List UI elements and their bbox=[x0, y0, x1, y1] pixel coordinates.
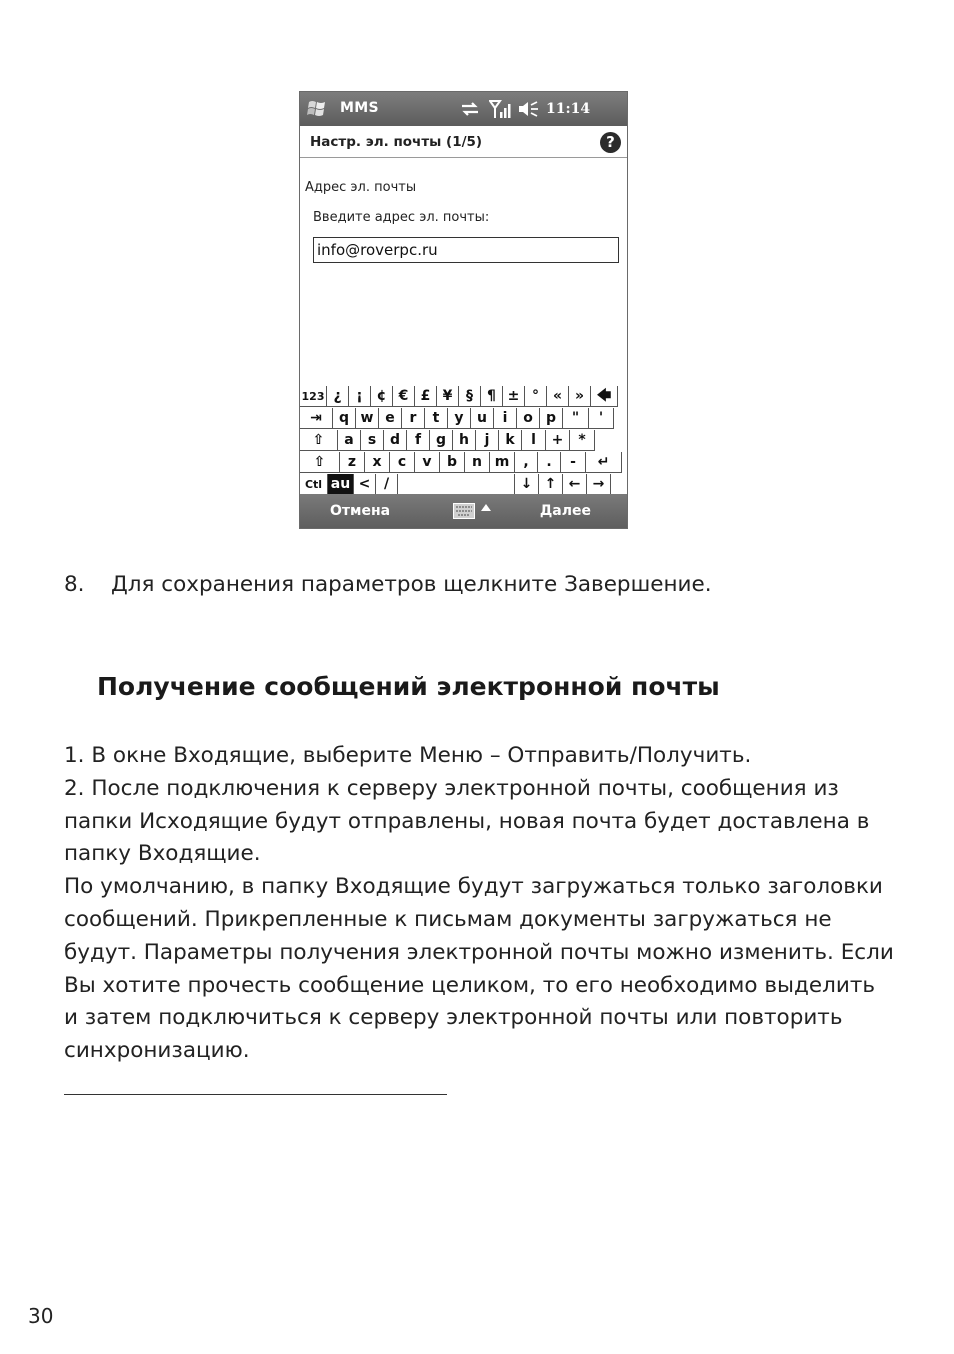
key-±[interactable]: ± bbox=[503, 386, 525, 407]
key-w[interactable]: w bbox=[356, 408, 379, 429]
keyboard-row bbox=[300, 474, 627, 496]
volume-icon[interactable] bbox=[517, 100, 539, 118]
page-number: 30 bbox=[28, 1304, 54, 1328]
key-n[interactable]: n bbox=[465, 452, 490, 473]
section-label: Адрес эл. почты bbox=[305, 180, 417, 195]
key-«[interactable]: « bbox=[547, 386, 569, 407]
key-d[interactable]: d bbox=[384, 430, 407, 451]
body-paragraph bbox=[64, 740, 904, 1068]
device-screenshot bbox=[299, 91, 628, 529]
next-button[interactable]: Далее bbox=[539, 503, 591, 519]
email-field-label: Введите адрес эл. почты: bbox=[313, 210, 490, 225]
key-y[interactable]: y bbox=[448, 408, 471, 429]
key-€[interactable]: € bbox=[393, 386, 415, 407]
key-¿[interactable]: ¿ bbox=[327, 386, 349, 407]
key-,[interactable]: , bbox=[515, 452, 538, 473]
paragraph-line: сообщений. Прикрепленные к письмам документы загружаться не bbox=[64, 906, 832, 932]
key-¶[interactable]: ¶ bbox=[481, 386, 503, 407]
key-j[interactable]: j bbox=[476, 430, 499, 451]
key--[interactable]: - bbox=[561, 452, 586, 473]
key-a[interactable]: a bbox=[338, 430, 361, 451]
paragraph-line: 2. После подключения к серверу электронной почты, сообщения из bbox=[64, 775, 839, 801]
keyboard-row bbox=[300, 386, 627, 408]
key-+[interactable]: + bbox=[546, 430, 570, 451]
key-h[interactable]: h bbox=[453, 430, 476, 451]
paragraph-line: папку Входящие. bbox=[64, 841, 261, 867]
key-l[interactable]: l bbox=[522, 430, 546, 451]
signal-icon[interactable] bbox=[489, 99, 511, 119]
title-bar bbox=[300, 126, 627, 158]
key-space[interactable] bbox=[398, 474, 515, 495]
key-f[interactable]: f bbox=[407, 430, 430, 451]
key-g[interactable]: g bbox=[430, 430, 453, 451]
key-o[interactable]: o bbox=[517, 408, 540, 429]
key-'[interactable]: ' bbox=[589, 408, 614, 429]
key-←[interactable]: ← bbox=[563, 474, 587, 495]
sync-icon[interactable] bbox=[460, 100, 480, 118]
key-£[interactable]: £ bbox=[415, 386, 437, 407]
paragraph-line: папки Исходящие будут отправлены, новая почта будет доставлена в bbox=[64, 808, 870, 834]
key-k[interactable]: k bbox=[499, 430, 522, 451]
soft-keyboard bbox=[300, 386, 627, 496]
paragraph-line: синхронизацию. bbox=[64, 1038, 250, 1064]
key-i[interactable]: i bbox=[494, 408, 517, 429]
key-e[interactable]: e bbox=[379, 408, 402, 429]
screen-title: Настр. эл. почты (1/5) bbox=[310, 134, 483, 150]
windows-start-icon[interactable] bbox=[306, 98, 328, 120]
key-¢[interactable]: ¢ bbox=[371, 386, 393, 407]
key-§[interactable]: § bbox=[459, 386, 481, 407]
key-p[interactable]: p bbox=[540, 408, 563, 429]
key-¥[interactable]: ¥ bbox=[437, 386, 459, 407]
key-q[interactable]: q bbox=[333, 408, 356, 429]
key-⇧[interactable]: ⇧ bbox=[300, 430, 338, 451]
key-z[interactable]: z bbox=[340, 452, 365, 473]
key-↵[interactable]: ↵ bbox=[586, 452, 622, 473]
paragraph-line: и затем подключиться к серверу электронной почты или повторить bbox=[64, 1005, 843, 1031]
status-bar bbox=[300, 92, 627, 126]
paragraph-line: 1. В окне Входящие, выберите Меню – Отправить/Получить. bbox=[64, 743, 752, 768]
key-t[interactable]: t bbox=[425, 408, 448, 429]
cancel-button[interactable]: Отмена bbox=[330, 503, 391, 519]
key-*[interactable]: * bbox=[570, 430, 595, 451]
key-↑[interactable]: ↑ bbox=[539, 474, 563, 495]
key-r[interactable]: r bbox=[402, 408, 425, 429]
step-number: 8. bbox=[64, 572, 85, 597]
key-¡[interactable]: ¡ bbox=[349, 386, 371, 407]
paragraph-line: Вы хотите прочесть сообщение целиком, то его необходимо выделить bbox=[64, 972, 876, 998]
key-<[interactable]: < bbox=[354, 474, 376, 495]
key-Ctl[interactable]: Ctl bbox=[300, 474, 328, 495]
clock: 11:14 bbox=[546, 101, 591, 117]
key-c[interactable]: c bbox=[390, 452, 415, 473]
soft-key-bar bbox=[300, 494, 627, 528]
key-u[interactable]: u bbox=[471, 408, 494, 429]
key-°[interactable]: ° bbox=[525, 386, 547, 407]
footnote-rule bbox=[64, 1094, 447, 1095]
keyboard-row bbox=[300, 408, 627, 430]
key-m[interactable]: m bbox=[490, 452, 515, 473]
key-x[interactable]: x bbox=[365, 452, 390, 473]
key-→[interactable]: → bbox=[587, 474, 611, 495]
paragraph-line: будут. Параметры получения электронной почты можно изменить. Если bbox=[64, 939, 894, 965]
email-setup-form bbox=[300, 158, 627, 388]
input-menu-arrow-icon[interactable] bbox=[481, 503, 491, 511]
keyboard-row bbox=[300, 430, 627, 452]
key-»[interactable]: » bbox=[569, 386, 591, 407]
email-input[interactable] bbox=[313, 237, 619, 263]
key-/[interactable]: / bbox=[376, 474, 398, 495]
key-⇥[interactable]: ⇥ bbox=[300, 408, 333, 429]
keyboard-row bbox=[300, 452, 627, 474]
key-"[interactable]: " bbox=[563, 408, 589, 429]
keyboard-icon[interactable] bbox=[453, 503, 475, 519]
key-au[interactable]: au bbox=[328, 474, 354, 495]
key-🡄[interactable]: 🡄 bbox=[591, 386, 618, 407]
key-v[interactable]: v bbox=[415, 452, 440, 473]
app-title: MMS bbox=[340, 100, 379, 116]
key-⇧[interactable]: ⇧ bbox=[300, 452, 340, 473]
key-s[interactable]: s bbox=[361, 430, 384, 451]
step-text: Для сохранения параметров щелкните Завершение. bbox=[111, 572, 712, 597]
help-icon[interactable]: ? bbox=[600, 132, 621, 153]
section-heading: Получение сообщений электронной почты bbox=[97, 672, 720, 701]
key-.[interactable]: . bbox=[538, 452, 561, 473]
key-123[interactable]: 123 bbox=[300, 386, 327, 407]
key-↓[interactable]: ↓ bbox=[515, 474, 539, 495]
paragraph-line: По умолчанию, в папку Входящие будут загружаться только заголовки bbox=[64, 874, 883, 900]
key-b[interactable]: b bbox=[440, 452, 465, 473]
